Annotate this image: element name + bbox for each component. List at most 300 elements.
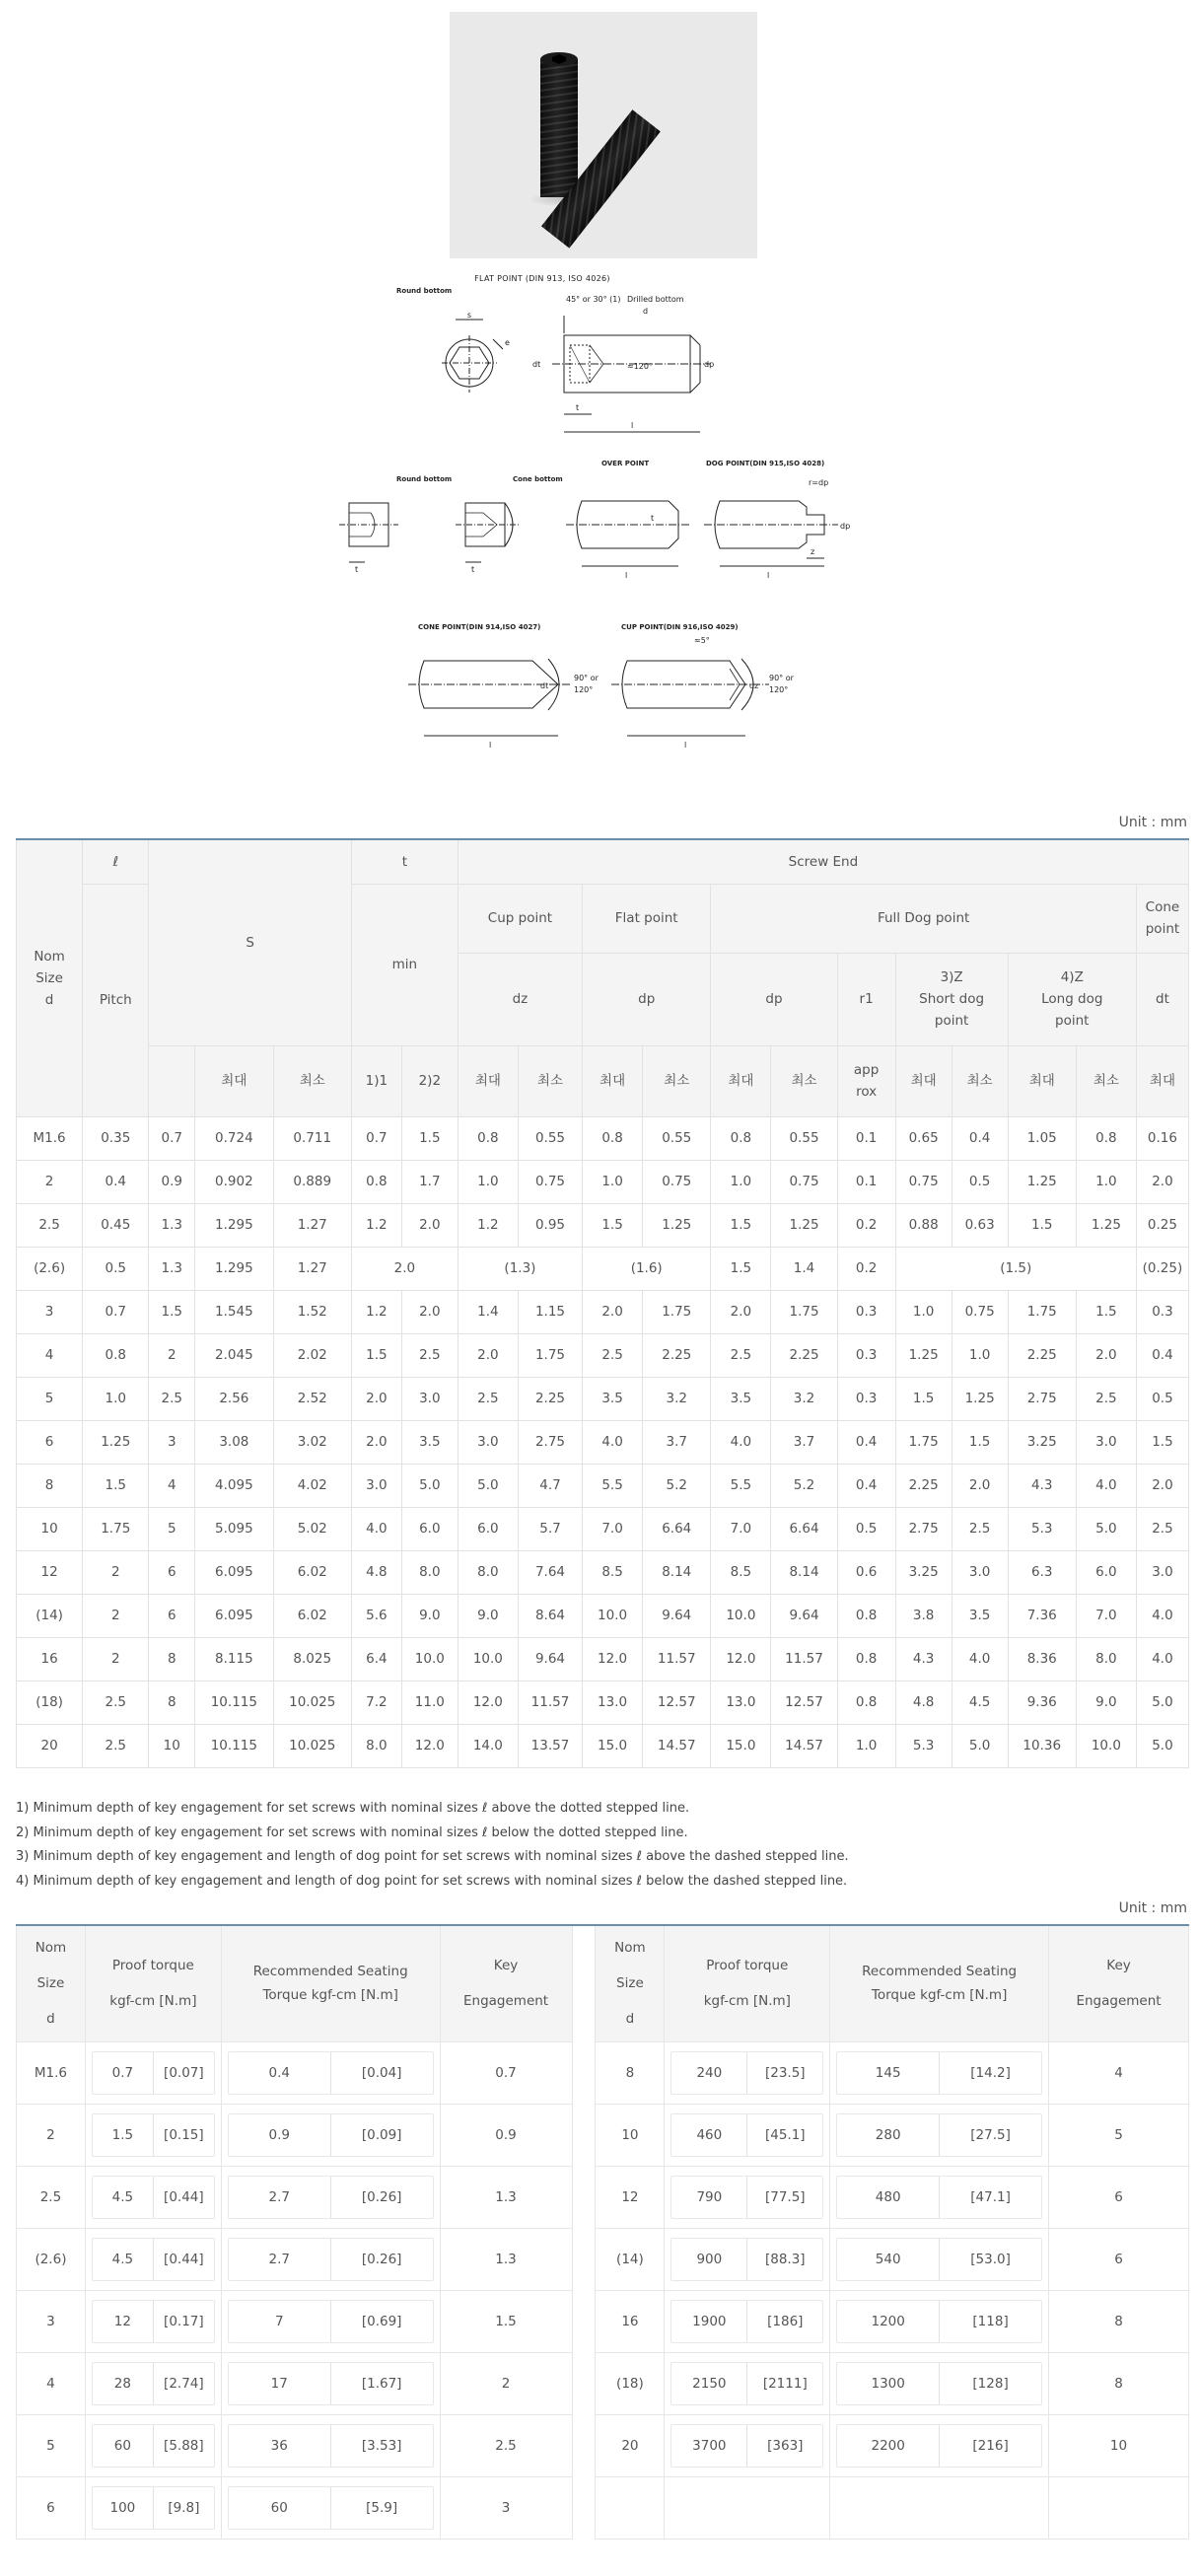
table-cell: 5.3: [1008, 1507, 1076, 1550]
table-cell: 8.14: [771, 1550, 837, 1594]
header-l-symbol: ℓ: [83, 839, 149, 884]
table-cell: 12.0: [401, 1724, 458, 1767]
torque-value-nm: [47.1]: [939, 2177, 1041, 2218]
footnotes: [16, 1797, 849, 1894]
table-cell: 11.57: [771, 1637, 837, 1681]
table-cell: 1.5: [1008, 1203, 1076, 1247]
table-cell: 10.0: [583, 1594, 643, 1637]
table-cell: 7.0: [711, 1507, 771, 1550]
table-cell: 5.095: [195, 1507, 273, 1550]
table-cell: 2.75: [518, 1420, 582, 1464]
table-row: [17, 1724, 1189, 1767]
key-engagement-cell: 0.9: [440, 2104, 572, 2166]
svg-text:z: z: [811, 547, 815, 556]
table-cell: 3.8: [895, 1594, 952, 1637]
table-cell: 0.1: [837, 1116, 895, 1160]
table-cell: (1.3): [458, 1247, 582, 1290]
table-cell: 2.5: [83, 1724, 149, 1767]
table-cell: 0.75: [952, 1290, 1008, 1333]
table-cell: 6.02: [273, 1550, 351, 1594]
table-cell: 2.56: [195, 1377, 273, 1420]
torque-value: 1.5: [111, 2126, 134, 2143]
table-cell: 5.0: [952, 1724, 1008, 1767]
torque-pair-cell: [665, 2041, 830, 2104]
key-engagement-cell: 2.5: [440, 2414, 572, 2476]
table-cell: 3.08: [195, 1420, 273, 1464]
table-cell: 2.5: [83, 1681, 149, 1724]
nom-size-cell: 20: [596, 2414, 665, 2476]
table-cell: 0.8: [458, 1116, 518, 1160]
table-cell: 4.0: [1136, 1637, 1188, 1681]
table-cell: 0.2: [837, 1247, 895, 1290]
torque-pair-cell: [830, 2352, 1049, 2414]
table-cell: 1.5: [711, 1203, 771, 1247]
table-cell: 5.5: [583, 1464, 643, 1507]
table-cell: 3.0: [952, 1550, 1008, 1594]
table-cell: 2.5: [583, 1333, 643, 1377]
table-cell: 9.36: [1008, 1681, 1076, 1724]
table-cell: (14): [17, 1594, 83, 1637]
table-cell: 4.0: [583, 1420, 643, 1464]
table-cell: 0.16: [1136, 1116, 1188, 1160]
table-cell: 2.0: [351, 1420, 401, 1464]
header-t: t: [351, 839, 458, 884]
table-cell: 0.75: [895, 1160, 952, 1203]
svg-text:dp: dp: [704, 360, 715, 369]
table-cell: 0.63: [952, 1203, 1008, 1247]
torque-value: 0.7: [111, 2064, 134, 2081]
table-cell: 4.0: [1076, 1464, 1136, 1507]
table-cell: 7.36: [1008, 1594, 1076, 1637]
table-cell: 1.545: [195, 1290, 273, 1333]
table-cell: 1.0: [711, 1160, 771, 1203]
torque-value-nm: [0.17]: [153, 2301, 214, 2342]
table-cell: 10.0: [458, 1637, 518, 1681]
torque-value-nm: [77.5]: [746, 2177, 822, 2218]
torque-value: 2.7: [268, 2251, 290, 2267]
torque-header-nom-left: Nom Size d: [17, 1925, 86, 2041]
table-cell: 8.5: [711, 1550, 771, 1594]
over-point-drawing: [566, 501, 690, 580]
table-cell: 12.0: [711, 1637, 771, 1681]
table-cell: 3.5: [952, 1594, 1008, 1637]
torque-pair-cell: [85, 2290, 221, 2352]
table-cell: 1.2: [458, 1203, 518, 1247]
table-cell: 6: [17, 1420, 83, 1464]
table-cell: 8: [149, 1681, 195, 1724]
header-s: S: [149, 839, 352, 1045]
torque-pair-cell: [830, 2414, 1049, 2476]
cup-point-label: CUP POINT(DIN 916,ISO 4029): [621, 623, 739, 631]
table-cell: 12.57: [771, 1681, 837, 1724]
table-cell: 2: [149, 1333, 195, 1377]
footnote: 2) Minimum depth of key engagement for set screws with nominal sizes ℓ below the dotted stepped line.: [16, 1825, 688, 1840]
table-cell: 0.5: [1136, 1377, 1188, 1420]
table-cell: 1.5: [952, 1420, 1008, 1464]
header-dz: dz: [458, 953, 582, 1045]
table-cell: 6.02: [273, 1594, 351, 1637]
table-cell: 5.0: [458, 1464, 518, 1507]
svg-text:120°: 120°: [574, 685, 594, 694]
table-cell: 1.75: [771, 1290, 837, 1333]
table-cell: 1.0: [952, 1333, 1008, 1377]
table-cell: 1.3: [149, 1247, 195, 1290]
torque-value: 28: [113, 2375, 131, 2392]
svg-text:d: d: [643, 307, 649, 316]
table-cell: 2.045: [195, 1333, 273, 1377]
table-cell: 0.889: [273, 1160, 351, 1203]
torque-value-nm: [0.26]: [330, 2239, 433, 2280]
table-cell: 2.25: [1008, 1333, 1076, 1377]
table-cell: 6.0: [1076, 1550, 1136, 1594]
table-cell: 1.75: [895, 1420, 952, 1464]
svg-text:≈120°: ≈120°: [627, 362, 653, 371]
table-cell: 11.57: [643, 1637, 711, 1681]
table-cell: 1.25: [1076, 1203, 1136, 1247]
table-row: [17, 1594, 1189, 1637]
table-cell: 8.64: [518, 1594, 582, 1637]
torque-table-body: [17, 2041, 1189, 2539]
table-cell: 1.52: [273, 1290, 351, 1333]
table-cell: 0.45: [83, 1203, 149, 1247]
table-cell: 1.15: [518, 1290, 582, 1333]
torque-value: 480: [875, 2188, 901, 2205]
torque-pair-cell: [221, 2290, 440, 2352]
flat-point-title: FLAT POINT (DIN 913, ISO 4026): [474, 274, 610, 283]
table-cell: 2: [83, 1637, 149, 1681]
torque-pair-cell: [221, 2476, 440, 2539]
table-cell: 4.8: [351, 1550, 401, 1594]
table-row: [17, 2166, 1189, 2228]
cone-bottom-label: Cone bottom: [513, 475, 563, 483]
table-cell: 0.55: [771, 1116, 837, 1160]
table-cell: 2.5: [1136, 1507, 1188, 1550]
table-cell: 11.57: [518, 1681, 582, 1724]
table-cell: 9.64: [771, 1594, 837, 1637]
table-row: [17, 1377, 1189, 1420]
table-row: [17, 1333, 1189, 1377]
table-cell: 1.295: [195, 1203, 273, 1247]
table-cell: 5.0: [1136, 1681, 1188, 1724]
torque-value-nm: [23.5]: [746, 2052, 822, 2094]
torque-pair-cell: [85, 2166, 221, 2228]
unit-label-1: Unit : mm: [1118, 815, 1187, 830]
key-engagement-cell: 6: [1049, 2166, 1189, 2228]
table-cell: 0.902: [195, 1160, 273, 1203]
table-cell: 0.7: [83, 1290, 149, 1333]
table-cell: 1.5: [83, 1464, 149, 1507]
torque-pair-cell: [221, 2352, 440, 2414]
table-cell: 1.27: [273, 1247, 351, 1290]
table-cell: 9.64: [643, 1594, 711, 1637]
nom-size-cell: (14): [596, 2228, 665, 2290]
torque-value: 145: [875, 2064, 901, 2081]
table-cell: 6.095: [195, 1594, 273, 1637]
table-cell: 1.5: [895, 1377, 952, 1420]
key-engagement-cell: 8: [1049, 2352, 1189, 2414]
table-row: [17, 1637, 1189, 1681]
header-flat-point: Flat point: [583, 884, 711, 953]
table-cell: 2.52: [273, 1377, 351, 1420]
table-cell: 1.75: [83, 1507, 149, 1550]
table-cell: 7.64: [518, 1550, 582, 1594]
table-cell: 5: [149, 1507, 195, 1550]
table-cell: 0.7: [351, 1116, 401, 1160]
torque-pair-cell: [221, 2414, 440, 2476]
technical-drawings: [0, 266, 1199, 759]
table-cell: (1.5): [895, 1247, 1136, 1290]
torque-pair-cell: [221, 2041, 440, 2104]
table-cell: 8.0: [458, 1550, 518, 1594]
key-engagement-cell: 1.5: [440, 2290, 572, 2352]
table-cell: 0.75: [518, 1160, 582, 1203]
nom-size-cell: 2: [17, 2104, 86, 2166]
table-cell: 2.0: [458, 1333, 518, 1377]
table-cell: 6: [149, 1550, 195, 1594]
header-long-dog: 4)Z Long dog point: [1008, 953, 1136, 1045]
torque-value: 460: [696, 2126, 723, 2143]
table-row: [17, 2041, 1189, 2104]
torque-value: 1300: [871, 2375, 905, 2392]
table-cell: 14.0: [458, 1724, 518, 1767]
footnote: 4) Minimum depth of key engagement and length of dog point for set screws with nominal sizes ℓ below the dashed stepped line.: [16, 1873, 848, 1889]
nom-size-cell: M1.6: [17, 2041, 86, 2104]
table-cell: 0.35: [83, 1116, 149, 1160]
table-cell: 0.2: [837, 1203, 895, 1247]
table-cell: 0.55: [518, 1116, 582, 1160]
table-cell: 1.25: [1008, 1160, 1076, 1203]
table-cell: 0.8: [1076, 1116, 1136, 1160]
torque-value-nm: [0.26]: [330, 2177, 433, 2218]
table-cell: 1.4: [771, 1247, 837, 1290]
over-point-label: OVER POINT: [601, 460, 650, 467]
table-cell: 13.0: [583, 1681, 643, 1724]
table-cell: 2.25: [771, 1333, 837, 1377]
svg-text:90° or: 90° or: [769, 674, 794, 682]
table-cell: 4.7: [518, 1464, 582, 1507]
header-min: min: [351, 884, 458, 1045]
table-row: [17, 2414, 1189, 2476]
table-cell: 1.5: [711, 1247, 771, 1290]
table-cell: 1.05: [1008, 1116, 1076, 1160]
svg-text:s: s: [466, 311, 472, 320]
table-cell: 4.0: [711, 1420, 771, 1464]
torque-value-nm: [0.07]: [153, 2052, 214, 2094]
table-cell: 6.64: [643, 1507, 711, 1550]
table-row: [17, 1116, 1189, 1160]
torque-value-nm: [118]: [939, 2301, 1041, 2342]
table-cell: 2.0: [351, 1377, 401, 1420]
torque-value: 4.5: [111, 2188, 134, 2205]
spec-table: Nom Size d ℓ S t Screw End Pitch min Cup point Flat point Full Dog point Cone point dz dp dp r1 3)Z Short dog point 4)Z Long dog point dt 최대 최소 1)1 2)2 최대 최소 최대 최소 최대 최소 app rox 최대 최소 최대 최소 최대 M1.6 0.35 0.7 0.724 0.711 0.7 1.5 0.8 0.55 0.8 0.55 0.8 0.55 0.1 0.65 0.4 1.05 0.8 0.16 2 0.4 0.9 0.902 0.889 0.8 1.7 1.0 0.75 1.0 0.75 1.0 0.75 0.1 0.75 0.5 1.25 1.0 2.0 2.5 0.45 1.3 1.295 1.27 1.2 2.0 1.2 0.95 1.5 1.25 1.5 1.25 0.2 0.88 0.63 1.5 1.25 0.25 (2.6) 0.5 1.3 1.295 1.27 2.0 (1.3) (1.6) 1.5 1.4 0.2 (1.5) (0.25) 3 0.7 1.5 1.545 1.52 1.2 2.0 1.4 1.15 2.0 1.75 2.0 1.75 0.3 1.0 0.75 1.75 1.5 0.3 4 0.8 2 2.045 2.02 1.5 2.5 2.0 1.75 2.5 2.25 2.5 2.25 0.3 1.25 1.0 2.25 2.0 0.4 5 1.0 2.5 2.56 2.52 2.0 3.0 2.5 2.25 3.5 3.2 3.5 3.2 0.3 1.5 1.25 2.75 2.5 0.5 6 1.25 3 3.08 3.02 2.0 3.5 3.0 2.75 4.0 3.7 4.0 3.7 0.4 1.75 1.5 3.25 3.0 1.5 8 1.5 4 4.095 4.02 3.0 5.0 5.0 4.7 5.5 5.2 5.5 5.2 0.4 2.25 2.0 4.3 4.0 2.0 10 1.75 5 5.095 5.02 4.0 6.0 6.0 5.7 7.0 6.64 7.0 6.64 0.5 2.75 2.5 5.3 5.0 2.5 12 2 6 6.095 6.02 4.8 8.0 8.0 7.64 8.5 8.14 8.5 8.14 0.6 3.25 3.0 6.3 6.0 3.0 (14) 2 6 6.095 6.02 5.6 9.0 9.0 8.64 10.0 9.64 10.0 9.64 0.8 3.8 3.5 7.36 7.0 4.0 16 2 8 8.115 8.025 6.4 10.0 10.0 9.64 12.0 11.57 12.0 11.57 0.8 4.3 4.0 8.36 8.0 4.0 (18) 2.5 8 10.115 10.025 7.2 11.0 12.0 11.57 13.0 12.57 13.0 12.57 0.8 4.8 4.5 9.36 9.0 5.0 20 2.5 10 10.115 10.025 8.0 12.0 14.0 13.57 15.0 14.57 15.0 14.57 1.0 5.3 5.0 10.36 10.0 5.0: [16, 838, 1189, 1768]
table-cell: 3.2: [643, 1377, 711, 1420]
table-cell: 3.02: [273, 1420, 351, 1464]
table-cell: 5.0: [1076, 1507, 1136, 1550]
torque-pair-cell: [665, 2228, 830, 2290]
torque-value-nm: [216]: [939, 2425, 1041, 2467]
table-cell: 6.4: [351, 1637, 401, 1681]
table-cell: 3.25: [895, 1550, 952, 1594]
torque-header-key-right: Key Engagement: [1049, 1925, 1189, 2041]
table-cell: 1.5: [583, 1203, 643, 1247]
table-cell: 1.75: [1008, 1290, 1076, 1333]
table-cell: 8.115: [195, 1637, 273, 1681]
table-cell: 10.025: [273, 1724, 351, 1767]
table-cell: 10.115: [195, 1724, 273, 1767]
torque-value-nm: [3.53]: [330, 2425, 433, 2467]
torque-value-nm: [2.74]: [153, 2363, 214, 2404]
torque-value: 0.4: [268, 2064, 290, 2081]
torque-value: 17: [270, 2375, 288, 2392]
table-cell: 5.5: [711, 1464, 771, 1507]
torque-value-nm: [9.8]: [153, 2487, 214, 2529]
table-cell: 1.5: [1076, 1290, 1136, 1333]
table-cell: 0.4: [837, 1464, 895, 1507]
table-cell: 20: [17, 1724, 83, 1767]
torque-value-nm: [14.2]: [939, 2052, 1041, 2094]
torque-value: 36: [270, 2437, 288, 2454]
table-cell: 9.0: [458, 1594, 518, 1637]
table-cell: 1.25: [771, 1203, 837, 1247]
table-cell: 1.25: [952, 1377, 1008, 1420]
table-cell: 2.0: [711, 1290, 771, 1333]
table-cell: 3.25: [1008, 1420, 1076, 1464]
table-row-2-6: [17, 1247, 1189, 1290]
table-cell: 3.7: [643, 1420, 711, 1464]
table-cell: 3.0: [458, 1420, 518, 1464]
svg-text:dp: dp: [840, 522, 851, 531]
torque-value-nm: [363]: [746, 2425, 822, 2467]
table-cell: 15.0: [583, 1724, 643, 1767]
table-cell: 2: [17, 1160, 83, 1203]
table-cell: (2.6): [17, 1247, 83, 1290]
table-cell: 3.0: [351, 1464, 401, 1507]
table-cell: 0.7: [149, 1116, 195, 1160]
table-cell: 5: [17, 1377, 83, 1420]
table-cell: 0.3: [837, 1377, 895, 1420]
table-cell: 2.0: [583, 1290, 643, 1333]
hex-end-view: [442, 311, 510, 393]
key-engagement-cell: 10: [1049, 2414, 1189, 2476]
table-cell: 0.8: [837, 1637, 895, 1681]
table-cell: 0.6: [837, 1550, 895, 1594]
svg-text:r=dp: r=dp: [809, 478, 829, 487]
table-cell: 3.5: [401, 1420, 458, 1464]
table-cell: 4.3: [1008, 1464, 1076, 1507]
torque-value-nm: [0.09]: [330, 2114, 433, 2156]
table-cell: 0.711: [273, 1116, 351, 1160]
svg-text:Round bottom: Round bottom: [396, 287, 453, 295]
table-cell: 0.88: [895, 1203, 952, 1247]
svg-text:l: l: [684, 741, 687, 750]
footnote: 3) Minimum depth of key engagement and length of dog point for set screws with nominal sizes ℓ above the dashed stepped line.: [16, 1849, 849, 1864]
table-cell: 6.0: [458, 1507, 518, 1550]
table-cell: 13.0: [711, 1681, 771, 1724]
table-cell: 0.1: [837, 1160, 895, 1203]
table-cell: M1.6: [17, 1116, 83, 1160]
torque-pair-cell: [85, 2041, 221, 2104]
torque-value: 12: [113, 2313, 131, 2329]
torque-value: 900: [696, 2251, 723, 2267]
svg-text:e: e: [505, 338, 510, 347]
table-cell: 2.0: [1076, 1333, 1136, 1377]
header-r1: r1: [837, 953, 895, 1045]
torque-value-nm: [128]: [939, 2363, 1041, 2404]
torque-pair-cell: [830, 2166, 1049, 2228]
table-cell: 12: [17, 1550, 83, 1594]
torque-value: 2.7: [268, 2188, 290, 2205]
table-cell: 2.75: [1008, 1377, 1076, 1420]
header-dp-flat: dp: [583, 953, 711, 1045]
torque-header-seating-right: Recommended Seating Torque kgf-cm [N.m]: [830, 1925, 1049, 2041]
table-cell: 2.0: [1136, 1160, 1188, 1203]
table-cell: 2.0: [351, 1247, 458, 1290]
table-cell: 16: [17, 1637, 83, 1681]
table-cell: 8: [149, 1637, 195, 1681]
table-row: [17, 2290, 1189, 2352]
table-cell: 0.25: [1136, 1203, 1188, 1247]
table-cell: 1.25: [643, 1203, 711, 1247]
torque-pair-cell: [221, 2104, 440, 2166]
table-cell: 5.0: [401, 1464, 458, 1507]
key-engagement-cell: 4: [1049, 2041, 1189, 2104]
table-cell: 12.0: [458, 1681, 518, 1724]
table-cell: 10.0: [711, 1594, 771, 1637]
table-cell: 0.5: [837, 1507, 895, 1550]
torque-value-nm: [45.1]: [746, 2114, 822, 2156]
table-row: [17, 2104, 1189, 2166]
key-engagement-cell: 3: [440, 2476, 572, 2539]
torque-value: 540: [875, 2251, 901, 2267]
svg-text:l: l: [489, 741, 492, 750]
svg-text:t: t: [651, 514, 655, 523]
table-cell: 15.0: [711, 1724, 771, 1767]
table-cell: 0.8: [711, 1116, 771, 1160]
table-cell: 2: [83, 1550, 149, 1594]
table-cell: 2.0: [401, 1203, 458, 1247]
nom-size-cell: 3: [17, 2290, 86, 2352]
table-cell: 12.0: [583, 1637, 643, 1681]
table-cell: 4.02: [273, 1464, 351, 1507]
table-cell: 2.0: [1136, 1464, 1188, 1507]
table-cell: 8.0: [351, 1724, 401, 1767]
torque-pair-cell: [221, 2166, 440, 2228]
torque-pair-cell: [830, 2104, 1049, 2166]
table-cell: (0.25): [1136, 1247, 1188, 1290]
nom-size-cell: (2.6): [17, 2228, 86, 2290]
table-row: [17, 2352, 1189, 2414]
table-cell: 5.2: [643, 1464, 711, 1507]
table-cell: 3.7: [771, 1420, 837, 1464]
table-cell: 3.0: [1136, 1550, 1188, 1594]
torque-value: 4.5: [111, 2251, 134, 2267]
table-cell: 14.57: [771, 1724, 837, 1767]
torque-value: 60: [113, 2437, 131, 2454]
torque-value-nm: [0.69]: [330, 2301, 433, 2342]
table-cell: 8.36: [1008, 1637, 1076, 1681]
table-cell: 4.8: [895, 1681, 952, 1724]
nom-size-cell: 4: [17, 2352, 86, 2414]
torque-value-nm: [53.0]: [939, 2239, 1041, 2280]
cone-point-drawing: [408, 659, 600, 750]
table-cell: 4.0: [1136, 1594, 1188, 1637]
table-cell: 1.3: [149, 1203, 195, 1247]
svg-text:90° or: 90° or: [574, 674, 599, 682]
table-cell: 2.5: [401, 1333, 458, 1377]
table-cell: 0.9: [149, 1160, 195, 1203]
table-cell: 2.25: [643, 1333, 711, 1377]
table-cell: 1.75: [518, 1333, 582, 1377]
